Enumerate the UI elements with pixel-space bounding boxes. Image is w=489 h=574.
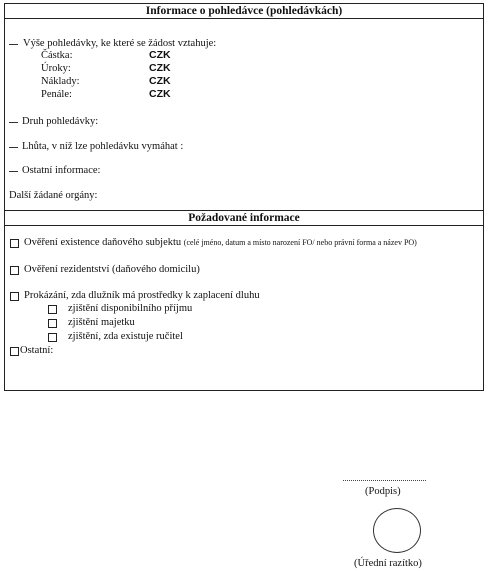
property-label: zjištění majetku	[68, 317, 135, 328]
verify-existence-label: Ověření existence daňového subjektu	[24, 237, 182, 248]
income-label: zjištění disponibilního příjmu	[68, 303, 193, 314]
proof-means-checkbox[interactable]	[10, 292, 19, 301]
dash-marker	[9, 171, 18, 172]
interest-currency: CZK	[149, 62, 171, 74]
deadline-label: Lhůta, v níž lze pohledávku vymáhat :	[22, 141, 184, 152]
costs-label: Náklady:	[41, 76, 80, 87]
claim-form-frame	[4, 3, 484, 391]
stamp-label: (Úřední razítko)	[354, 558, 422, 569]
stamp-circle	[373, 508, 421, 553]
verify-existence-checkbox[interactable]	[10, 239, 19, 248]
claim-type-label: Druh pohledávky:	[22, 116, 99, 127]
penalty-currency: CZK	[149, 88, 171, 100]
other-label: Ostatní:	[20, 345, 54, 356]
claim-info-header: Informace o pohledávce (pohledávkách)	[5, 4, 483, 19]
verify-existence-note: (celé jméno, datum a místo narození FO/ nebo právní forma a název PO)	[183, 238, 417, 247]
interest-label: Úroky:	[41, 63, 71, 74]
costs-currency: CZK	[149, 75, 171, 87]
signature-line	[343, 480, 426, 481]
guarantor-checkbox[interactable]	[48, 333, 57, 342]
other-bodies-label: Další žádané orgány:	[9, 190, 98, 201]
other-info-label: Ostatní informace:	[22, 165, 101, 176]
other-checkbox[interactable]	[10, 347, 19, 356]
property-checkbox[interactable]	[48, 319, 57, 328]
proof-means-label: Prokázání, zda dlužník má prostředky k zaplacení dluhu	[24, 290, 260, 301]
dash-marker	[9, 44, 18, 45]
requested-info-header: Požadované informace	[5, 210, 483, 226]
verify-residency-checkbox[interactable]	[10, 266, 19, 275]
amount-intro: Výše pohledávky, ke které se žádost vztahuje:	[23, 38, 217, 49]
verify-residency-label: Ověření rezidentství (daňového domicilu)	[24, 264, 200, 275]
dash-marker	[9, 147, 18, 148]
guarantor-label: zjištění, zda existuje ručitel	[68, 331, 183, 342]
amount-currency: CZK	[149, 49, 171, 61]
verify-existence-text	[24, 236, 417, 249]
penalty-label: Penále:	[41, 89, 72, 100]
signature-label: (Podpis)	[365, 486, 401, 497]
income-checkbox[interactable]	[48, 305, 57, 314]
dash-marker	[9, 122, 18, 123]
amount-label: Částka:	[41, 50, 73, 61]
